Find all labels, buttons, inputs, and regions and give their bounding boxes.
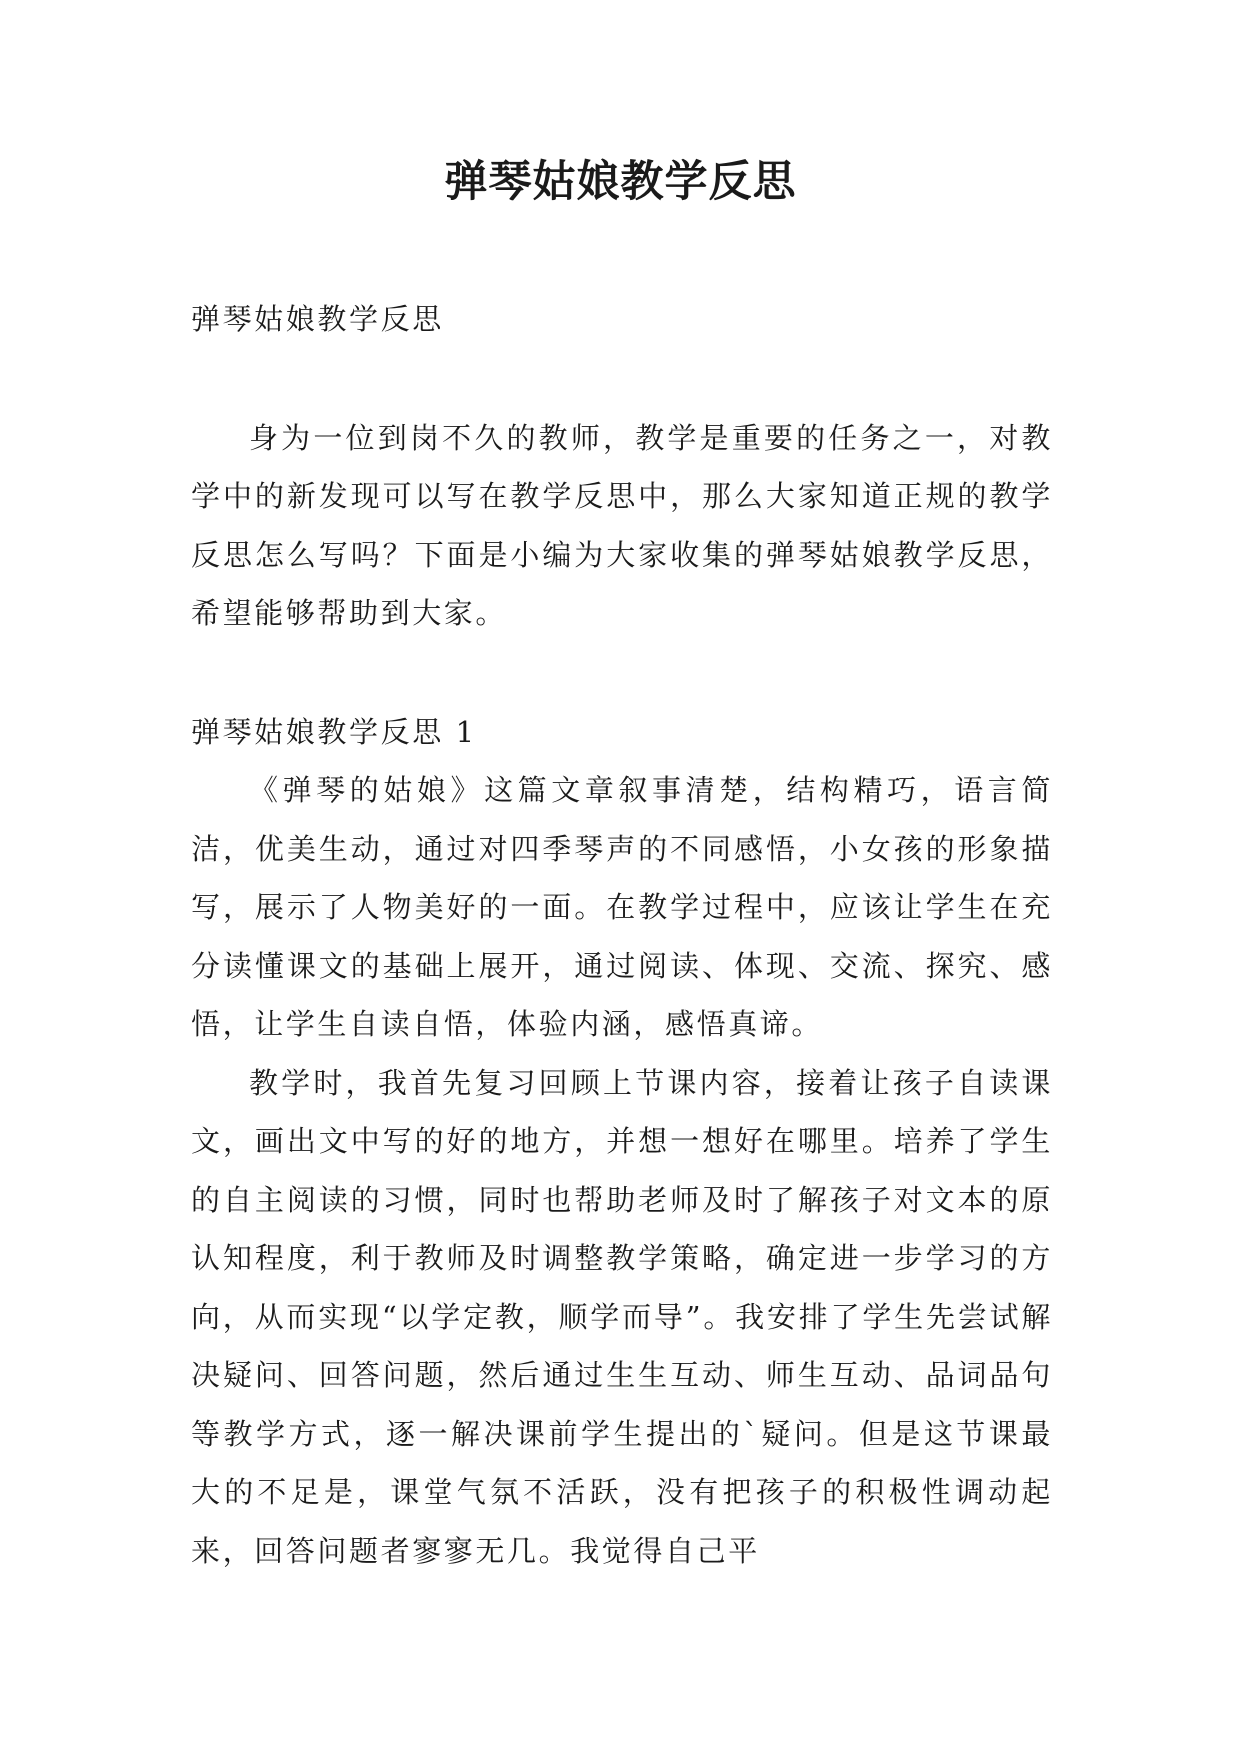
body-paragraph: 教学时，我首先复习回顾上节课内容，接着让孩子自读课文，画出文中写的好的地方，并想一想好在哪里。培养了学生的自主阅读的习惯，同时也帮助老师及时了解孩子对文本的原认知程度，利于教师及时调整教学策略，确定进一步学习的方向，从而实现“以学定教，顺学而导”。我安排了学生先尝试解决疑问、回答问题，然后通过生生互动、师生互动、品词品句等教学方式，逐一解决课前学生提出的`疑问。但是这节课最大的不足是，课堂气氛不活跃，没有把孩子的积极性调动起来，回答问题者寥寥无几。我觉得自己平 <box>191 1065 1053 1568</box>
document-title: 弹琴姑娘教学反思 <box>444 157 797 207</box>
section-heading: 弹琴姑娘教学反思 1 <box>191 714 477 749</box>
intro-paragraph: 身为一位到岗不久的教师，教学是重要的任务之一，对教学中的新发现可以写在教学反思中，那么大家知道正规的教学反思怎么写吗？下面是小编为大家收集的弹琴姑娘教学反思，希望能够帮助到大家。 <box>191 420 1053 630</box>
spacer <box>191 349 1053 409</box>
body-paragraph: 《弹琴的姑娘》这篇文章叙事清楚，结构精巧，语言简洁，优美生动，通过对四季琴声的不同感悟，小女孩的形象描写，展示了人物美好的一面。在教学过程中，应该让学生在充分读懂课文的基础上展开，通过阅读、体现、交流、探究、感悟，让学生自读自悟，体验内涵，感悟真谛。 <box>191 773 1053 1041</box>
document-subtitle: 弹琴姑娘教学反思 <box>191 302 444 336</box>
document-body <box>191 290 1053 1580</box>
spacer <box>191 643 1053 703</box>
